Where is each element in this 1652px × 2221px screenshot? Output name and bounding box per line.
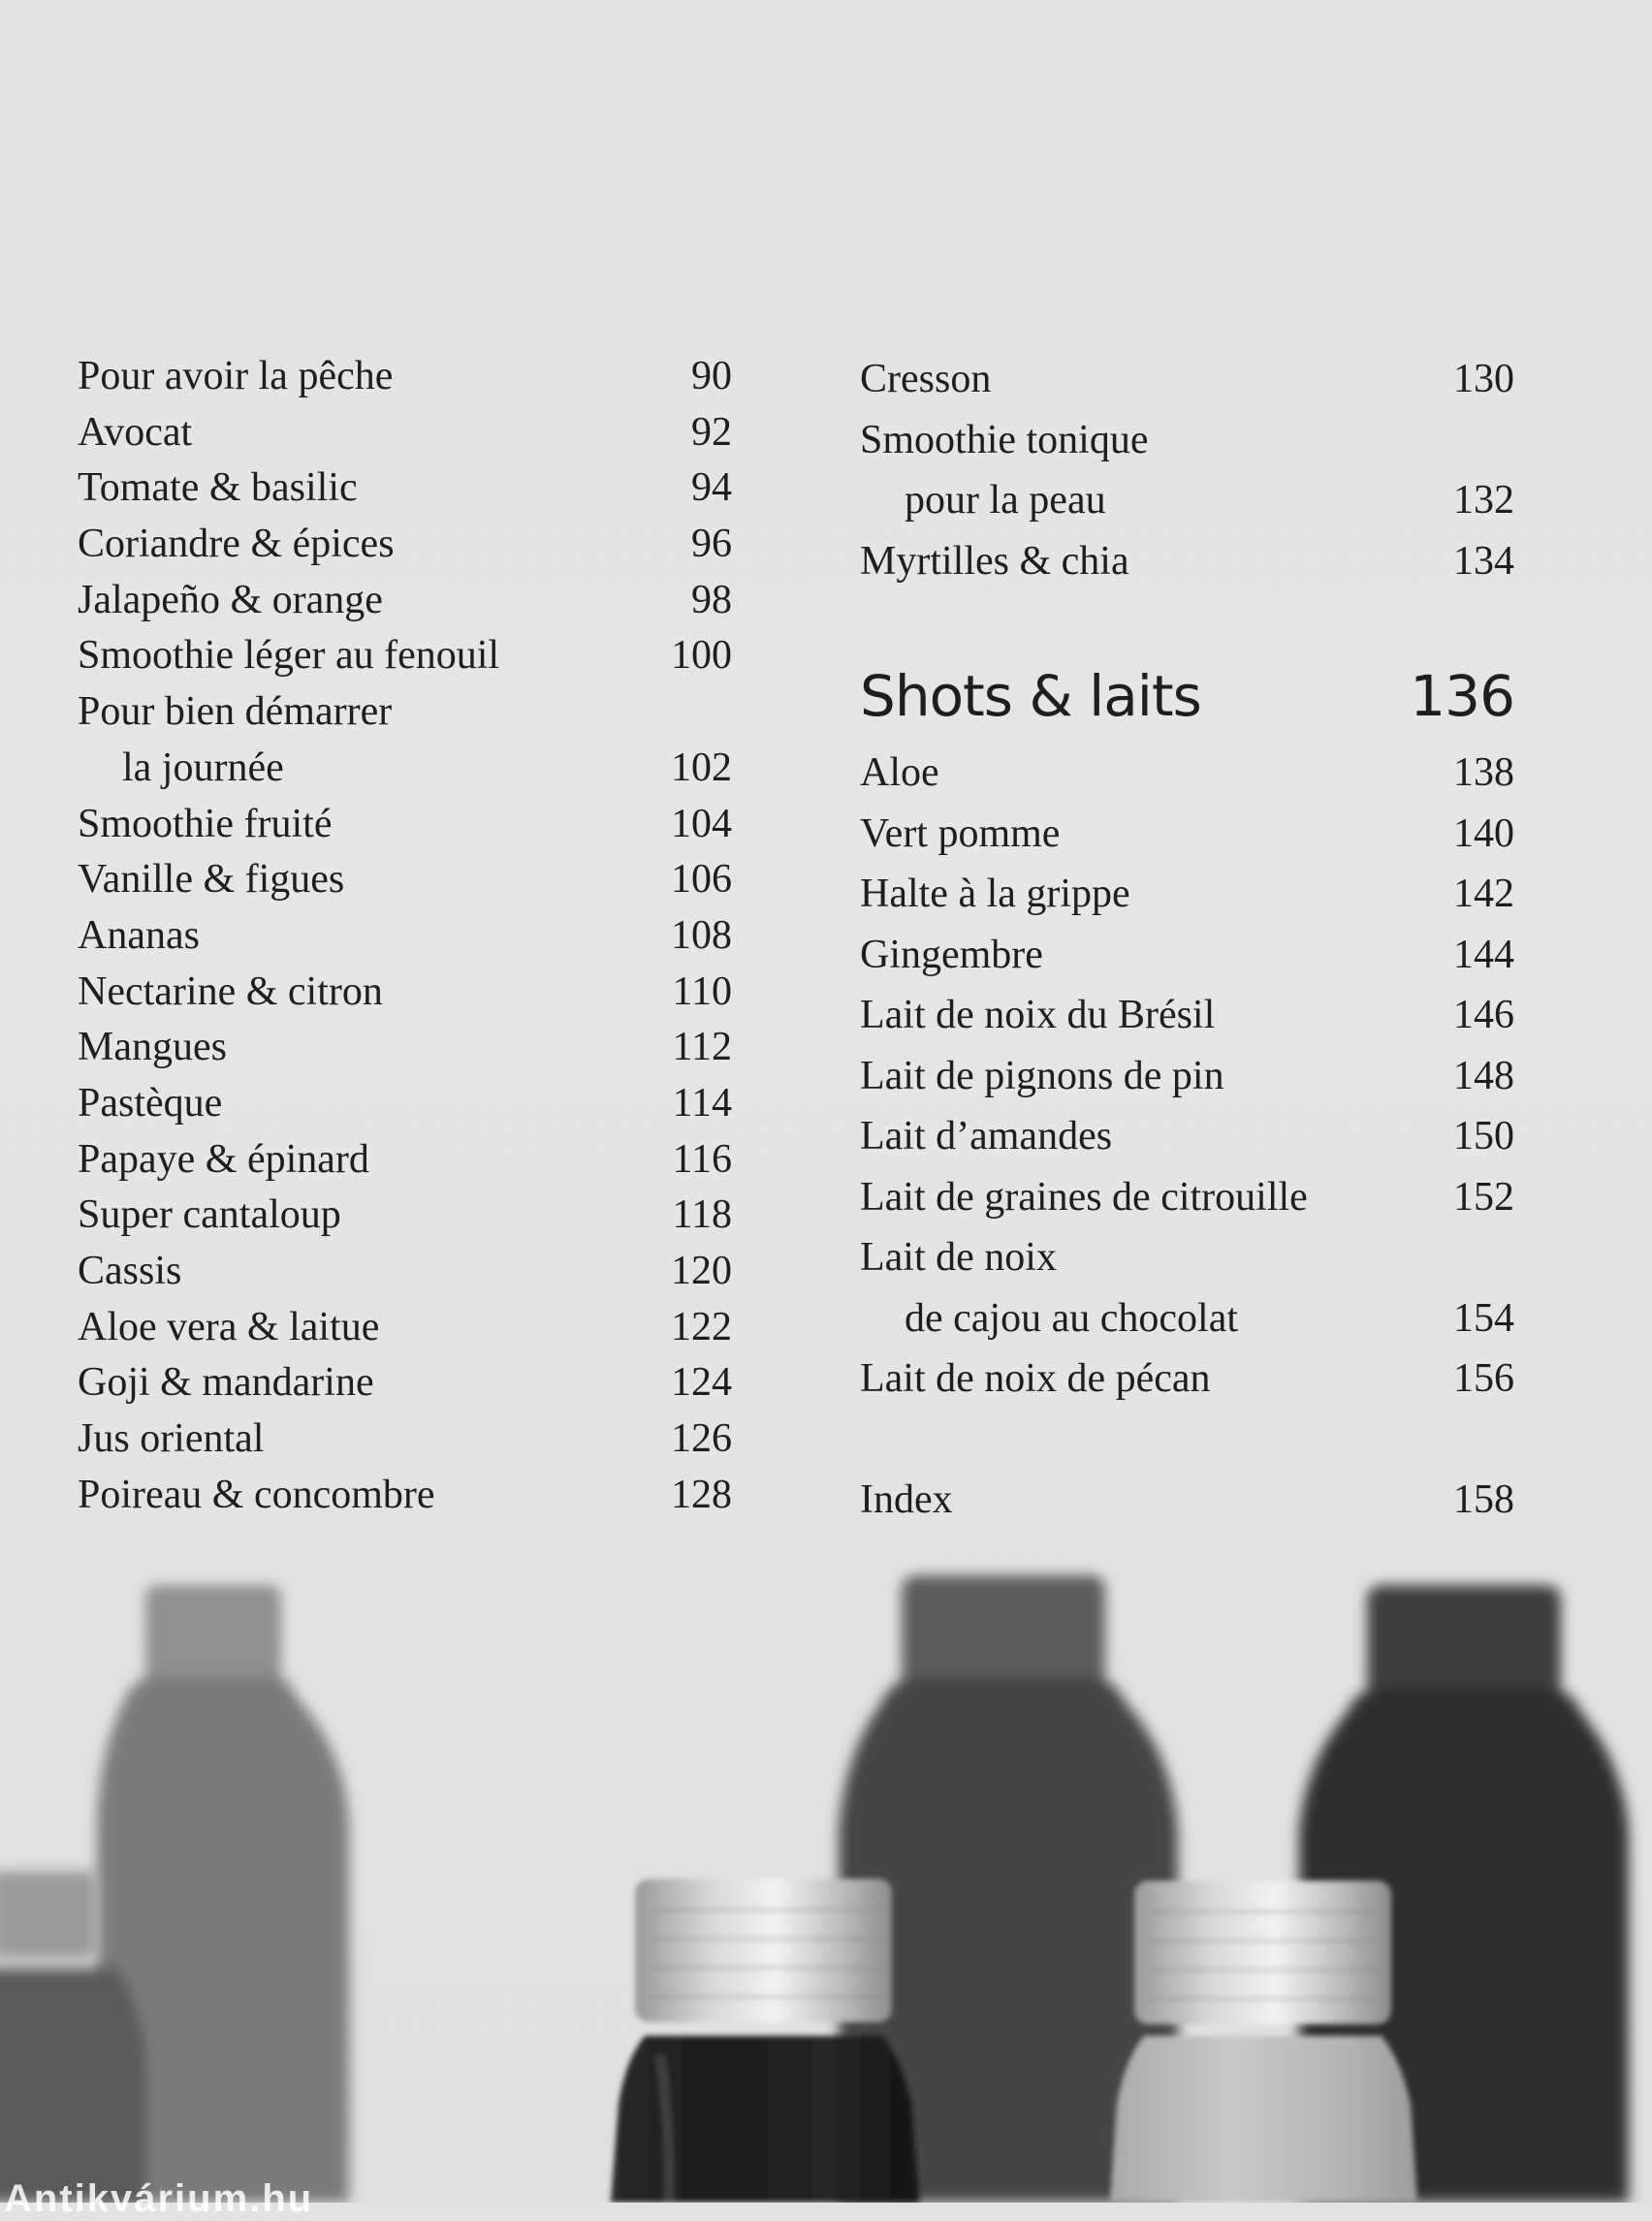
toc-entry (78, 1188, 732, 1244)
toc-entry (78, 1355, 732, 1412)
toc-entry (860, 349, 1514, 410)
entry-page: 98 (691, 577, 732, 622)
toc-entry (78, 460, 732, 517)
toc-entry (78, 908, 732, 965)
entry-page: 152 (1453, 1174, 1514, 1220)
watermark: Antikvárium.hu (4, 2177, 314, 2220)
entry-title: Nectarine & citron (78, 968, 383, 1014)
toc-entry (78, 684, 732, 741)
toc-entry (78, 1412, 732, 1468)
entry-page: 142 (1453, 872, 1514, 916)
entry-title: Myrtilles & chia (860, 538, 1129, 584)
toc-entry (78, 797, 732, 853)
entry-title: Goji & mandarine (78, 1360, 374, 1406)
toc-entry (860, 531, 1514, 592)
entry-page: 158 (1453, 1476, 1514, 1522)
entry-page: 130 (1453, 357, 1514, 401)
entry-title: Pour avoir la pêche (78, 354, 394, 398)
section-heading (860, 650, 1514, 743)
entry-page: 132 (1453, 478, 1514, 523)
entry-title: Papaye & épinard (78, 1136, 369, 1182)
entry-page: 126 (671, 1416, 732, 1462)
toc-entry (860, 1106, 1514, 1167)
toc-entry (78, 517, 732, 573)
toc-entry (860, 410, 1514, 471)
toc-entry (860, 743, 1514, 804)
entry-page: 144 (1453, 932, 1514, 977)
entry-title: Vanille & figues (78, 857, 345, 903)
toc-entry (78, 349, 732, 405)
entry-title: Index (860, 1476, 953, 1522)
entry-page: 134 (1453, 538, 1514, 584)
section-page: 136 (1410, 663, 1514, 729)
entry-page: 100 (671, 633, 732, 679)
toc-entry (860, 1167, 1514, 1228)
toc-entry (78, 1132, 732, 1189)
entry-title: Avocat (78, 409, 193, 455)
entry-title: Super cantaloup (78, 1192, 341, 1238)
entry-page: 156 (1453, 1356, 1514, 1401)
entry-title: Gingembre (860, 932, 1043, 977)
entry-page: 106 (671, 857, 732, 903)
entry-title: Pastèque (78, 1080, 223, 1126)
entry-title: Tomate & basilic (78, 465, 358, 511)
entry-title: la journée (122, 745, 284, 790)
toc-right-column (860, 349, 1514, 1530)
entry-title: Vert pomme (860, 810, 1061, 856)
entry-page: 120 (671, 1249, 732, 1293)
toc-entry (860, 1046, 1514, 1107)
entry-title: Cresson (860, 357, 992, 401)
entry-title: de cajou au chocolat (905, 1295, 1238, 1341)
toc-entry (78, 573, 732, 629)
entry-page: 116 (672, 1136, 732, 1182)
entry-title: Pour bien démarrer (78, 689, 393, 735)
toc-entry (78, 628, 732, 684)
entry-title: pour la peau (905, 478, 1106, 523)
section-title: Shots & laits (860, 663, 1201, 729)
entry-title: Lait de pignons de pin (860, 1053, 1224, 1098)
entry-page: 90 (691, 354, 732, 398)
entry-page: 124 (671, 1360, 732, 1406)
toc-entry (78, 1244, 732, 1300)
entry-title: Aloe vera & laitue (78, 1304, 380, 1349)
entry-page: 108 (671, 912, 732, 958)
entry-title: Ananas (78, 912, 200, 958)
entry-title: Lait de noix (860, 1235, 1057, 1280)
toc-entry-continuation (78, 741, 732, 797)
toc-entry (78, 1076, 732, 1132)
toc-entry (860, 985, 1514, 1046)
entry-page: 94 (691, 465, 732, 511)
entry-page: 92 (691, 409, 732, 455)
entry-page: 128 (671, 1472, 732, 1517)
toc-entry (78, 1300, 732, 1356)
entry-page: 102 (671, 745, 732, 790)
entry-page: 122 (671, 1304, 732, 1349)
entry-title: Lait d’amandes (860, 1114, 1113, 1158)
entry-title: Poireau & concombre (78, 1472, 435, 1517)
entry-title: Coriandre & épices (78, 522, 395, 567)
entry-title: Lait de noix du Brésil (860, 993, 1216, 1037)
toc-entry (78, 965, 732, 1021)
entry-page: 146 (1453, 993, 1514, 1037)
entry-title: Jus oriental (78, 1416, 265, 1462)
toc-entry (860, 925, 1514, 986)
entry-title: Smoothie tonique (860, 417, 1149, 462)
entry-page: 138 (1453, 750, 1514, 795)
entry-page: 104 (671, 801, 732, 846)
entry-page: 96 (691, 522, 732, 567)
entry-title: Aloe (860, 750, 939, 795)
entry-page: 150 (1453, 1114, 1514, 1158)
entry-title: Halte à la grippe (860, 872, 1130, 916)
entry-page: 118 (672, 1192, 732, 1238)
entry-title: Smoothie fruité (78, 801, 333, 846)
toc-entry (860, 864, 1514, 925)
toc-left-column (78, 349, 732, 1523)
entry-title: Cassis (78, 1249, 182, 1293)
toc-entry (78, 1020, 732, 1076)
bottle-front-light (1110, 1881, 1417, 2203)
entry-page: 140 (1453, 810, 1514, 856)
entry-title: Lait de graines de citrouille (860, 1174, 1308, 1220)
toc-entry (78, 852, 732, 908)
toc-entry-continuation (860, 470, 1514, 531)
entry-page: 114 (672, 1080, 732, 1126)
bottles-photo (0, 1512, 1652, 2203)
entry-page: 154 (1453, 1295, 1514, 1341)
entry-page: 110 (672, 968, 732, 1014)
toc-entry (860, 1348, 1514, 1410)
bottle-front-dark (611, 1879, 919, 2203)
toc-entry (860, 804, 1514, 865)
toc-entry (860, 1227, 1514, 1288)
entry-title: Mangues (78, 1025, 227, 1070)
entry-title: Jalapeño & orange (78, 577, 383, 622)
entry-page: 148 (1453, 1053, 1514, 1098)
entry-title: Lait de noix de pécan (860, 1356, 1211, 1401)
entry-title: Smoothie léger au fenouil (78, 633, 500, 679)
entry-page: 112 (672, 1025, 732, 1070)
toc-entry-continuation (860, 1288, 1514, 1349)
toc-entry (78, 405, 732, 461)
